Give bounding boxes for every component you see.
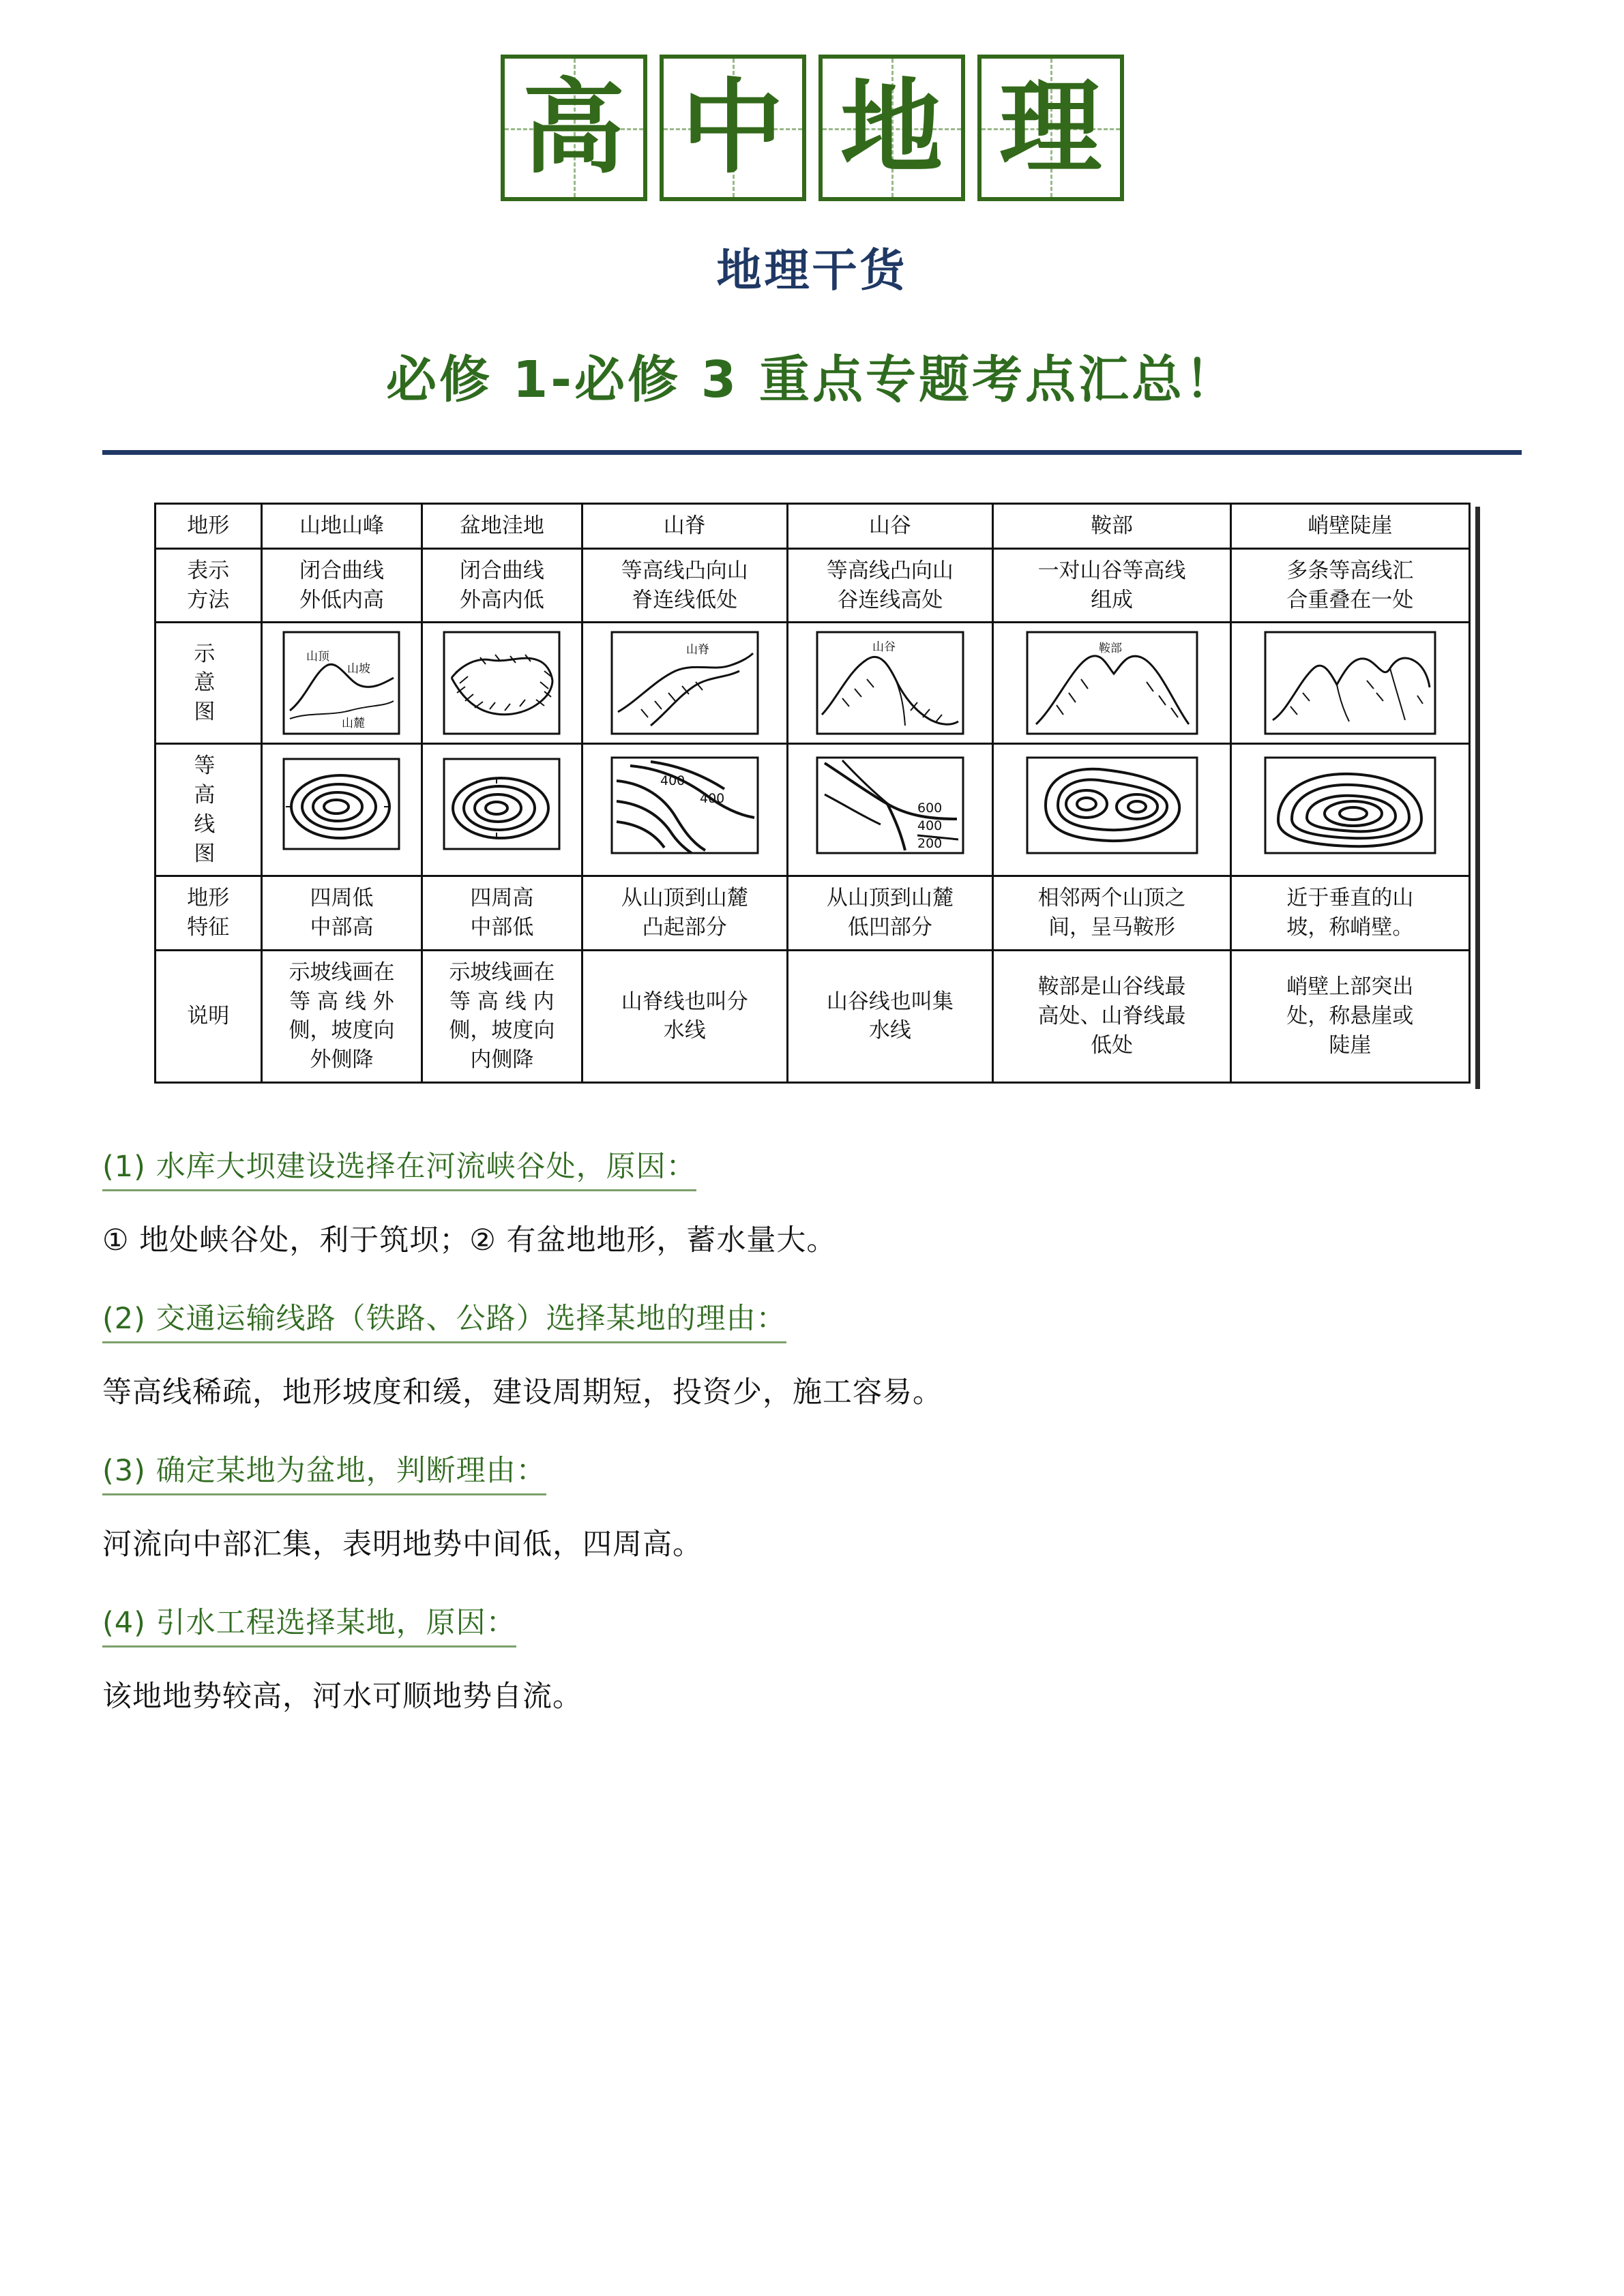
cell-line: 坡，称峭壁。 [1286,915,1414,940]
cell-note-cliff [1231,950,1469,1082]
cell-line: 从山顶到山麓 [621,886,748,911]
cell-line: 间，呈马鞍形 [1048,915,1176,940]
svg-text:山脊: 山脊 [685,643,709,657]
table-row [155,950,1469,1082]
svg-text:鞍部: 鞍部 [1098,642,1122,656]
cell-line: 鞍部是山谷线最 [1037,974,1186,1000]
note-item [102,1296,1522,1411]
table-col-head-2: 盆地洼地 [422,504,582,549]
cell-line: 从山顶到山麓 [826,886,954,911]
row-label-line: 方法 [187,587,230,612]
cell-line: 外低内高 [299,587,384,612]
notes-list [102,1144,1522,1715]
row-label-line: 图 [194,700,223,725]
contour-peak [262,744,422,876]
cell-line: 多条等高线汇 [1286,558,1414,583]
table-col-head-6: 峭壁陡崖 [1231,504,1469,549]
row-label-line: 线 [194,811,223,837]
title-char-3: 地 [840,68,943,188]
title-box-3 [818,55,965,201]
row-label-notes [155,950,262,1082]
cell-note-basin [422,950,582,1082]
header-divider [102,450,1522,455]
cell-note-valley [787,950,992,1082]
cell-line: 外高内低 [459,587,544,612]
cell-line: 山谷线也叫集 [826,989,954,1014]
cell-line: 低处 [1091,1032,1134,1058]
cell-feature-saddle [992,876,1230,951]
svg-text:400: 400 [660,773,685,789]
cell-note-saddle [992,950,1230,1082]
cell-line: 内侧降 [470,1047,534,1073]
table-col-head-5: 鞍部 [992,504,1230,549]
table-row [155,744,1469,876]
title-char-2: 中 [681,68,784,188]
note-item [102,1144,1522,1259]
cell-line: 峭壁上部突出 [1286,974,1414,1000]
cell-line: 闭合曲线 [459,558,544,583]
cell-line: 水线 [663,1018,706,1043]
table-col-head-3: 山脊 [582,504,787,549]
note-question: (1) 水库大坝建设选择在河流峡谷处，原因： [102,1144,696,1191]
cell-line: 合重叠在一处 [1286,587,1414,612]
cell-line: 一对山谷等高线 [1037,558,1186,583]
svg-text:200: 200 [917,836,943,852]
svg-text:山顶: 山顶 [306,650,330,664]
table-col-head-4: 山谷 [787,504,992,549]
cell-method-saddle [992,548,1230,623]
cell-line: 谷连线高处 [837,587,943,612]
row-label-line: 高 [194,783,223,808]
cell-feature-basin [422,876,582,951]
contour-valley [787,744,992,876]
row-label-contour [155,744,262,876]
table-row [155,623,1469,744]
svg-text:山谷: 山谷 [872,640,896,655]
cell-method-basin [422,548,582,623]
row-label-line: 说明 [187,1004,230,1029]
row-label-features [155,876,262,951]
table-row [155,548,1469,623]
title-char-1: 高 [522,68,625,188]
cell-line: 山脊线也叫分 [621,989,748,1014]
svg-text:400: 400 [699,791,725,807]
svg-text:山麓: 山麓 [342,717,366,731]
cell-line: 中部高 [310,915,374,940]
svg-text:600: 600 [917,801,943,816]
row-label-line: 意 [194,670,223,696]
sketch-valley [787,623,992,744]
row-label-method [155,548,262,623]
page-title: 必修 1-必修 3 重点专题考点汇总！ [386,351,1238,409]
row-label-line: 特征 [187,915,230,940]
title-box-4 [977,55,1124,201]
row-label-sketch [155,623,262,744]
note-answer: 该地地势较高，河水可顺地势自流。 [102,1679,582,1714]
cell-line: 侧，坡度向 [289,1018,395,1043]
title-box-1 [501,55,647,201]
row-label-line: 示 [194,641,223,666]
row-label-line: 地形 [187,886,230,911]
cell-line: 凸起部分 [642,915,727,940]
cell-line: 等 高 线 外 [289,989,394,1014]
cell-method-ridge [582,548,787,623]
sketch-basin [422,623,582,744]
cell-note-ridge [582,950,787,1082]
svg-text:400: 400 [917,818,943,834]
table-row [155,876,1469,951]
cell-line: 组成 [1091,587,1134,612]
sketch-cliff [1231,623,1469,744]
cell-line: 等高线凸向山 [621,558,748,583]
cell-line: 相邻两个山顶之 [1037,886,1186,911]
table-col-head-1: 山地山峰 [262,504,422,549]
contour-saddle [992,744,1230,876]
cell-feature-peak [262,876,422,951]
cell-line: 陡崖 [1329,1032,1372,1058]
cell-method-peak [262,548,422,623]
cell-method-valley [787,548,992,623]
row-label-line: 表示 [187,558,230,583]
table-header-row [155,504,1469,549]
svg-text:山坡: 山坡 [347,662,371,676]
title-box-2 [660,55,806,201]
note-item [102,1448,1522,1563]
cell-line: 脊连线低处 [632,587,738,612]
contour-basin [422,744,582,876]
row-label-line: 图 [194,841,223,866]
table-col-head-0: 地形 [155,504,262,549]
note-answer: 等高线稀疏，地形坡度和缓，建设周期短，投资少，施工容易。 [102,1375,943,1410]
sketch-ridge [582,623,787,744]
note-answer: ① 地处峡谷处，利于筑坝；② 有盆地地形，蓄水量大。 [102,1223,837,1257]
landform-table-wrap [154,503,1471,1084]
cell-line: 近于垂直的山 [1286,886,1414,911]
cell-line: 水线 [868,1018,911,1043]
contour-cliff [1231,744,1469,876]
note-question: (4) 引水工程选择某地，原因： [102,1600,516,1648]
cell-line: 示坡线画在 [289,959,395,985]
cell-line: 等高线凸向山 [826,558,954,583]
cell-feature-cliff [1231,876,1469,951]
cell-feature-ridge [582,876,787,951]
title-char-4: 理 [999,68,1102,188]
note-answer: 河流向中部汇集，表明地势中间低，四周高。 [102,1527,703,1562]
cell-line: 四周高 [470,886,534,911]
cell-line: 外侧降 [310,1047,374,1073]
cell-line: 闭合曲线 [299,558,384,583]
cell-line: 中部低 [470,915,534,940]
cell-line: 侧，坡度向 [449,1018,555,1043]
row-label-line: 等 [194,754,223,779]
note-item [102,1600,1522,1715]
cell-line: 等 高 线 内 [449,989,555,1014]
subtitle: 地理干货 [716,244,908,297]
cell-line: 低凹部分 [847,915,932,940]
cell-line: 高处、山脊线最 [1037,1004,1186,1029]
title-boxes [102,55,1522,201]
note-question: (2) 交通运输线路（铁路、公路）选择某地的理由： [102,1296,786,1343]
sketch-saddle [992,623,1230,744]
sketch-peak [262,623,422,744]
landform-table [154,503,1471,1084]
cell-note-peak [262,950,422,1082]
cell-feature-valley [787,876,992,951]
cell-line: 四周低 [310,886,374,911]
cell-line: 示坡线画在 [449,959,555,985]
contour-ridge [582,744,787,876]
cell-line: 处，称悬崖或 [1286,1004,1414,1029]
cell-method-cliff [1231,548,1469,623]
note-question: (3) 确定某地为盆地，判断理由： [102,1448,546,1495]
